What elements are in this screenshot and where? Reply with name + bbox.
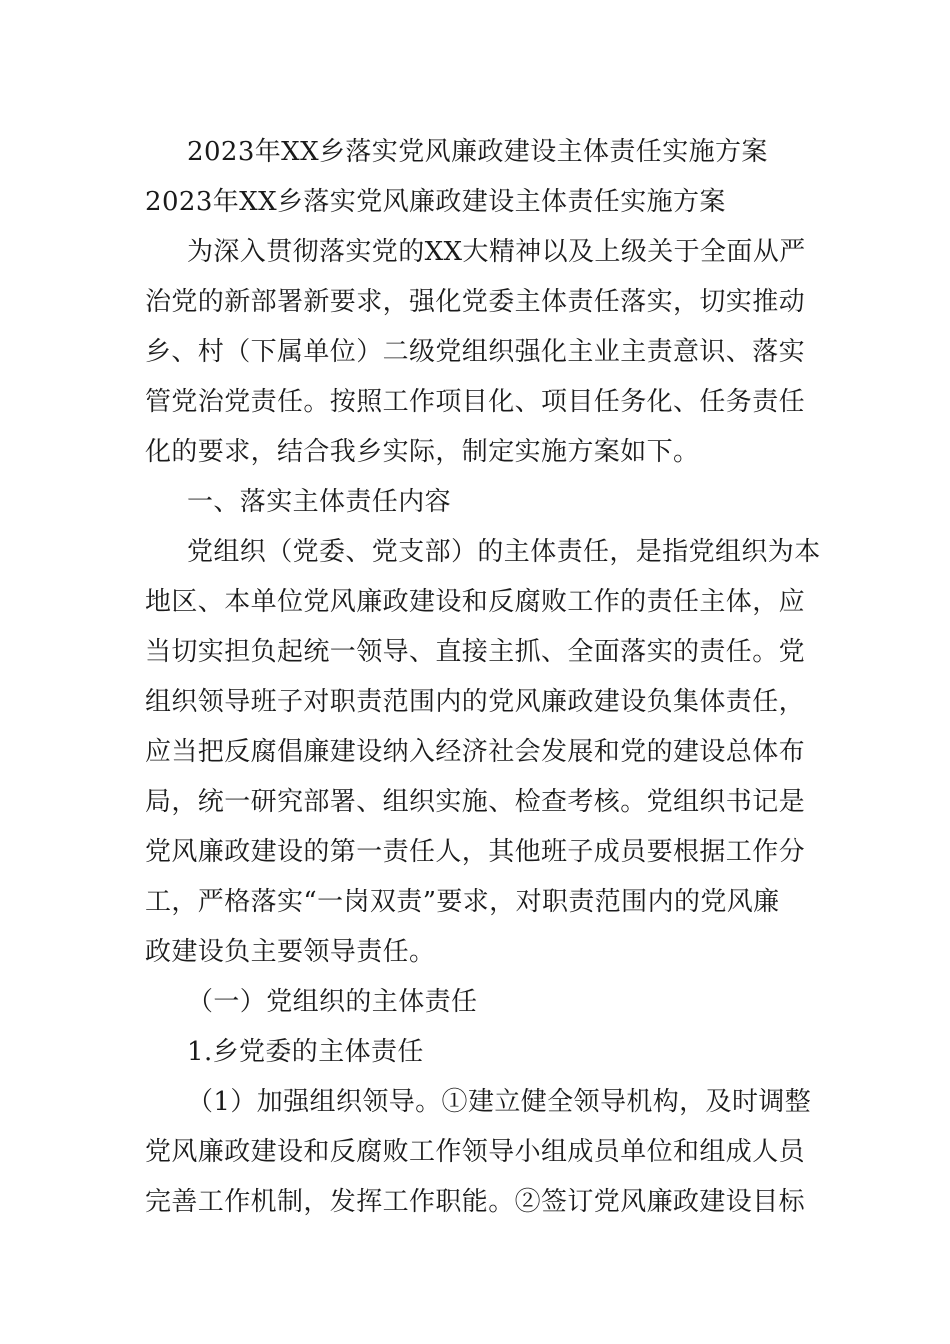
section-line: 地区、本单位党风廉政建设和反腐败工作的责任主体，应 xyxy=(145,587,806,617)
section-line: 当切实担负起统一领导、直接主抓、全面落实的责任。党 xyxy=(145,637,806,667)
document-title: 2023年XX乡落实党风廉政建设主体责任实施方案 xyxy=(187,137,768,167)
item-heading: 1.乡党委的主体责任 xyxy=(187,1037,424,1067)
item-line: （1）加强组织领导。①建立健全领导机构，及时调整 xyxy=(187,1087,812,1117)
intro-line: 化的要求，结合我乡实际，制定实施方案如下。 xyxy=(145,437,700,467)
section-line: 局，统一研究部署、组织实施、检查考核。党组织书记是 xyxy=(145,787,806,817)
section-heading: 一、落实主体责任内容 xyxy=(187,487,452,517)
document-title-repeat: 2023年XX乡落实党风廉政建设主体责任实施方案 xyxy=(145,187,726,217)
intro-line: 乡、村（下属单位）二级党组织强化主业主责意识、落实 xyxy=(145,337,806,367)
intro-line: 治党的新部署新要求，强化党委主体责任落实，切实推动 xyxy=(145,287,806,317)
section-line: 工，严格落实“一岗双责”要求，对职责范围内的党风廉 xyxy=(145,887,780,917)
item-line: 完善工作机制，发挥工作职能。②签订党风廉政建设目标 xyxy=(145,1187,806,1217)
intro-line: 为深入贯彻落实党的XX大精神以及上级关于全面从严 xyxy=(187,237,806,267)
section-line: 党风廉政建设的第一责任人，其他班子成员要根据工作分 xyxy=(145,837,806,867)
section-line: 政建设负主要领导责任。 xyxy=(145,937,436,967)
intro-line: 管党治党责任。按照工作项目化、项目任务化、任务责任 xyxy=(145,387,806,417)
section-line: 党组织（党委、党支部）的主体责任，是指党组织为本 xyxy=(187,537,821,567)
subsection-heading: （一）党组织的主体责任 xyxy=(187,987,478,1017)
item-line: 党风廉政建设和反腐败工作领导小组成员单位和组成人员 xyxy=(145,1137,806,1167)
section-line: 应当把反腐倡廉建设纳入经济社会发展和党的建设总体布 xyxy=(145,737,806,767)
section-line: 组织领导班子对职责范围内的党风廉政建设负集体责任， xyxy=(145,687,806,717)
